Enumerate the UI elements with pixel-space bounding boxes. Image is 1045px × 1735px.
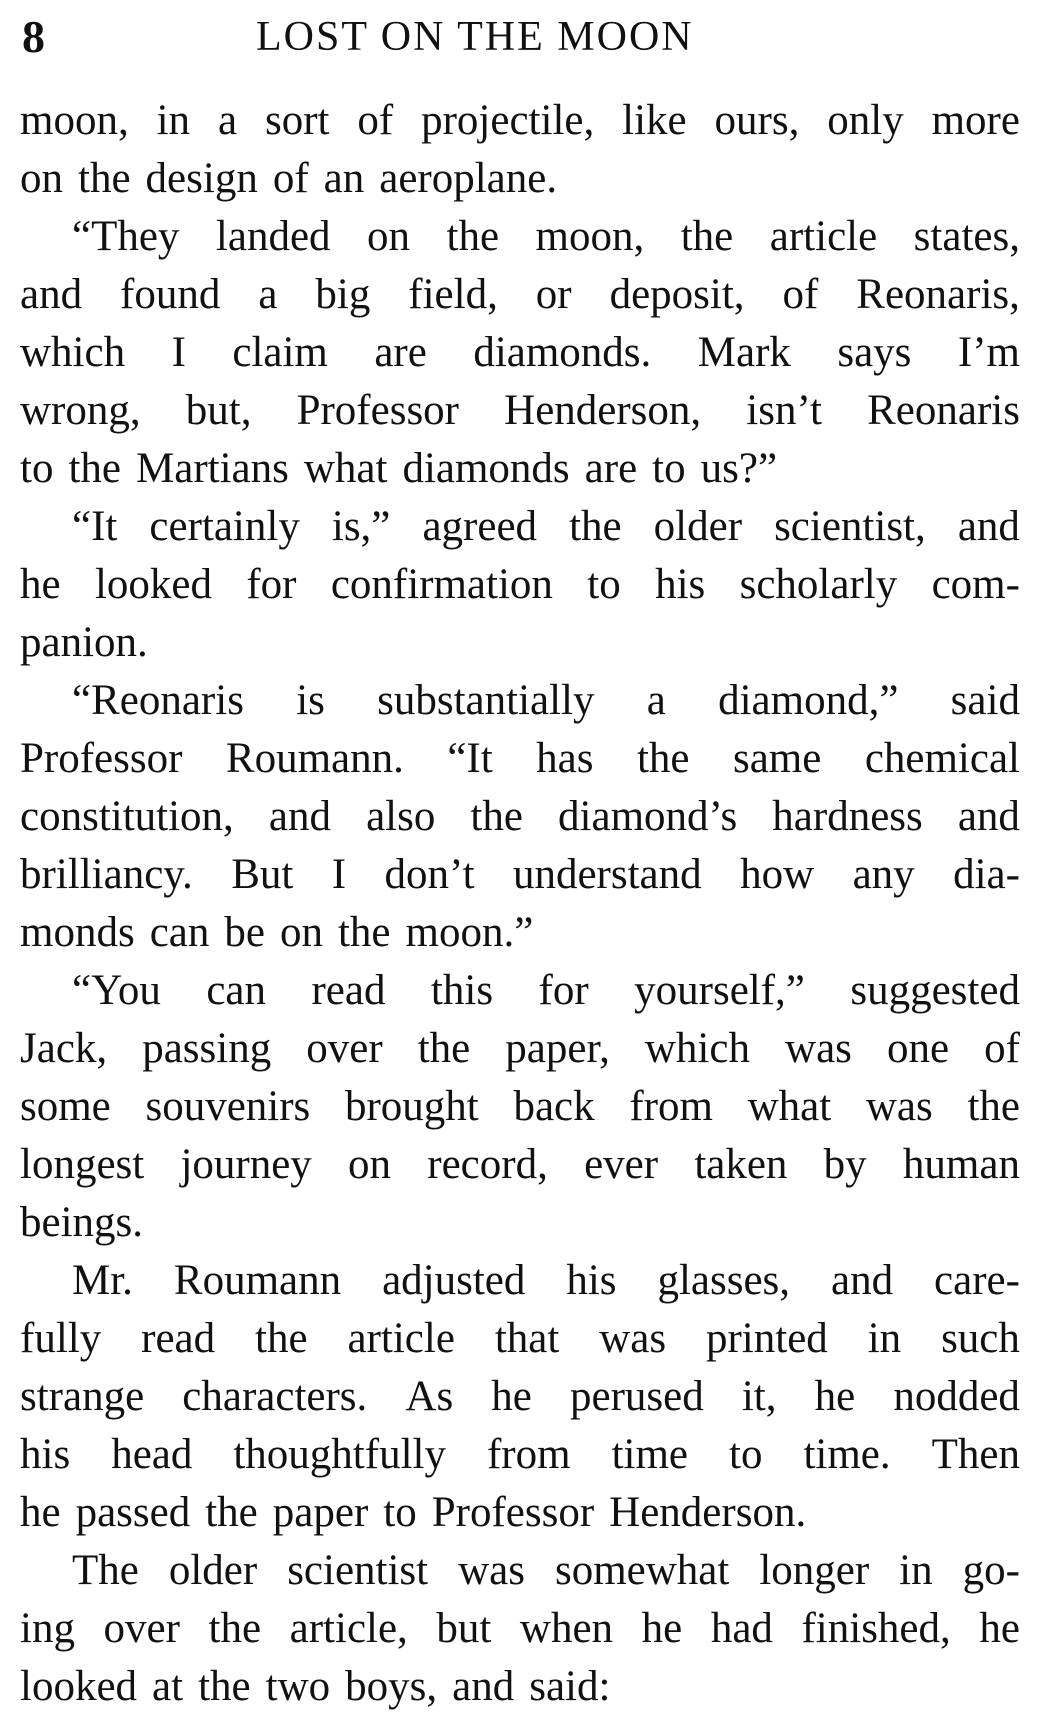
word: the [68,445,121,492]
word: yourself,” [634,967,805,1014]
word: chemical [864,735,1020,782]
word: this [430,967,494,1014]
word: diamond’s [558,793,738,840]
word: how [740,851,815,898]
body-text [20,92,1020,1716]
word: found [120,271,221,318]
word: moon.” [405,909,534,956]
word: But [231,851,294,898]
word: in [156,97,191,144]
word: his [566,1257,617,1304]
word: Henderson, [504,387,702,434]
word: glasses, [657,1257,791,1304]
word: sort [264,97,330,144]
text-line [20,1136,1020,1194]
word: said [950,677,1020,724]
word: isn’t [746,387,822,434]
word: Martians [136,445,289,492]
word: Jack, [20,1025,108,1072]
word: on [279,909,323,956]
word: more [931,97,1020,144]
word: understand [512,851,702,898]
word: human [902,1141,1020,1188]
word: beings. [20,1199,144,1246]
word: his [655,561,706,608]
word: and [20,271,83,318]
word: had [710,1605,773,1652]
word: longer [759,1547,870,1594]
word: but, [185,387,252,434]
word: journey [180,1141,312,1188]
word: read [311,967,386,1014]
text-line [20,1252,1020,1310]
word: to [587,561,621,608]
word: Reonaris, [856,271,1020,318]
word: ever [584,1141,659,1188]
text-line [20,1484,1020,1542]
word: a [258,271,278,318]
word: over [103,1605,180,1652]
word: in [899,1547,933,1594]
word: don’t [384,851,475,898]
text-line [20,1368,1020,1426]
word: time. [803,1431,891,1478]
word: Then [931,1431,1020,1478]
text-line [20,730,1020,788]
word: on [348,1141,392,1188]
word: an [323,155,365,202]
word: scholarly [739,561,898,608]
word: and [268,793,331,840]
page-number: 8 [22,11,45,62]
word: Mr. [72,1257,133,1304]
word: on [367,213,411,260]
word: it, [741,1373,777,1420]
word: field, [408,271,498,318]
word: the [446,213,500,260]
word: any [852,851,915,898]
word: Reonaris [867,387,1020,434]
word: and [831,1257,894,1304]
word: nodded [893,1373,1020,1420]
text-line [20,846,1020,904]
text-line [20,1194,1020,1252]
word: was [865,1083,933,1130]
word: the [569,503,622,550]
word: time [611,1431,688,1478]
word: thoughtfully [233,1431,446,1478]
word: one [886,1025,950,1072]
word: can [149,909,210,956]
word: was [785,1025,852,1072]
word: As [405,1373,454,1420]
word: Professor [296,387,460,434]
word: scientist, [774,503,926,550]
word: in [867,1315,902,1362]
word: said: [529,1663,611,1710]
word: panion. [20,619,148,666]
word: paper [272,1489,369,1536]
word: constitution, [20,793,234,840]
word: diamonds [402,445,570,492]
text-line [20,92,1020,150]
word: brilliancy. [20,851,193,898]
word: article [347,1315,455,1362]
word: for [538,967,589,1014]
word: the [208,1605,262,1652]
word: a [217,97,238,144]
word: diamonds. [473,329,652,376]
text-line [20,208,1020,266]
word: was [599,1315,667,1362]
word: The [72,1547,139,1594]
text-line [20,440,1020,498]
word: to [20,445,54,492]
word: of [984,1025,1020,1072]
word: only [827,97,904,144]
word: he [491,1373,532,1420]
word: Roumann. [225,735,404,782]
word: ours, [714,97,800,144]
word: that [494,1315,560,1362]
word: deposit, [609,271,745,318]
word: moon, [535,213,645,260]
word: the [78,155,131,202]
word: brought [344,1083,479,1130]
word: older [653,503,743,550]
text-line [20,614,1020,672]
word: he [814,1373,856,1420]
word: are [584,445,638,492]
word: somewhat [554,1547,730,1594]
word: for [246,561,297,608]
text-line [20,1426,1020,1484]
word: monds [20,909,135,956]
text-line [20,266,1020,324]
word: of [782,271,819,318]
word: “It [72,503,118,550]
word: is [296,677,325,724]
word: the [417,1025,471,1072]
word: suggested [850,967,1020,1014]
word: such [941,1315,1020,1362]
word: I [331,851,347,898]
word: looked [94,561,212,608]
word: when [519,1605,614,1652]
word: like [622,97,687,144]
word: two [265,1663,331,1710]
text-line [20,1078,1020,1136]
word: paper, [505,1025,610,1072]
word: substantially [377,677,595,724]
word: is,” [331,503,391,550]
word: adjusted [382,1257,526,1304]
running-head [20,10,1025,80]
text-line [20,672,1020,730]
word: states, [913,213,1020,260]
word: which [20,329,126,376]
word: big [315,271,371,318]
word: printed [705,1315,828,1362]
text-line [20,1542,1020,1600]
word: confirmation [330,561,553,608]
word: wrong, [20,387,141,434]
text-line [20,1020,1020,1078]
word: and [452,1663,515,1710]
word: a [646,677,666,724]
word: he [641,1605,683,1652]
word: go- [962,1547,1020,1594]
word: strange [20,1373,145,1420]
word: Roumann [173,1257,342,1304]
word: article, [289,1605,408,1652]
word: the [255,1315,308,1362]
word: the [205,1489,258,1536]
word: the [680,213,734,260]
word: hardness [772,793,923,840]
word: over [306,1025,383,1072]
word: scientist [287,1547,429,1594]
text-line [20,904,1020,962]
word: his [20,1431,71,1478]
word: some [20,1083,111,1130]
word: back [513,1083,595,1130]
word: to [652,445,686,492]
word: can [206,967,266,1014]
text-line [20,498,1020,556]
word: from [486,1431,571,1478]
word: by [823,1141,867,1188]
text-line [20,1310,1020,1368]
word: boys, [345,1663,438,1710]
word: at [152,1663,184,1710]
word: fully [20,1315,102,1362]
word: Professor [431,1489,595,1536]
word: projectile, [421,97,595,144]
word: ing [20,1605,75,1652]
word: aeroplane. [379,155,558,202]
text-line [20,382,1020,440]
word: to [383,1489,417,1536]
word: diamond,” [718,677,899,724]
word: finished, [801,1605,951,1652]
word: moon, [20,97,129,144]
word: “You [72,967,161,1014]
word: are [374,329,427,376]
word: perused [570,1373,704,1420]
word: characters. [182,1373,368,1420]
word: he [20,1489,61,1536]
word: and [957,503,1020,550]
word: head [111,1431,193,1478]
word: what [303,445,388,492]
word: “They [72,213,180,260]
word: which [644,1025,750,1072]
word: the [967,1083,1020,1130]
word: the [198,1663,251,1710]
word: he [979,1605,1020,1652]
word: article [769,213,878,260]
word: says [837,329,912,376]
word: also [366,793,436,840]
text-line [20,788,1020,846]
word: on [20,155,63,202]
word: older [168,1547,258,1594]
text-line [20,1600,1020,1658]
word: “Reonaris [72,677,244,724]
word: he [20,561,61,608]
word: us?” [700,445,778,492]
word: record, [427,1141,548,1188]
text-line [20,962,1020,1020]
word: com- [931,561,1020,608]
word: be [224,909,265,956]
word: but [436,1605,492,1652]
word: has [536,735,594,782]
text-line [20,556,1020,614]
text-line [20,150,1020,208]
text-line [20,324,1020,382]
word: passing [142,1025,272,1072]
word: the [337,909,391,956]
word: passed [75,1489,191,1536]
word: design [145,155,258,202]
word: or [535,271,572,318]
word: and [957,793,1020,840]
word: read [141,1315,216,1362]
word: of [272,155,309,202]
word: claim [232,329,328,376]
word: I [171,329,186,376]
word: Professor [20,735,183,782]
word: agreed [422,503,538,550]
word: Henderson. [609,1489,807,1536]
word: “It [447,735,493,782]
word: the [470,793,523,840]
word: of [357,97,394,144]
text-line [20,1658,1020,1716]
word: care- [934,1257,1020,1304]
word: longest [20,1141,145,1188]
word: landed [215,213,331,260]
word: Mark [697,329,791,376]
word: the [636,735,690,782]
word: was [458,1547,525,1594]
word: I’m [957,329,1020,376]
word: what [747,1083,832,1130]
word: certainly [149,503,300,550]
word: same [732,735,822,782]
running-title: LOST ON THE MOON [256,14,694,60]
word: looked [20,1663,138,1710]
word: taken [694,1141,788,1188]
word: souvenirs [145,1083,311,1130]
word: from [629,1083,713,1130]
word: to [729,1431,763,1478]
word: dia- [953,851,1020,898]
